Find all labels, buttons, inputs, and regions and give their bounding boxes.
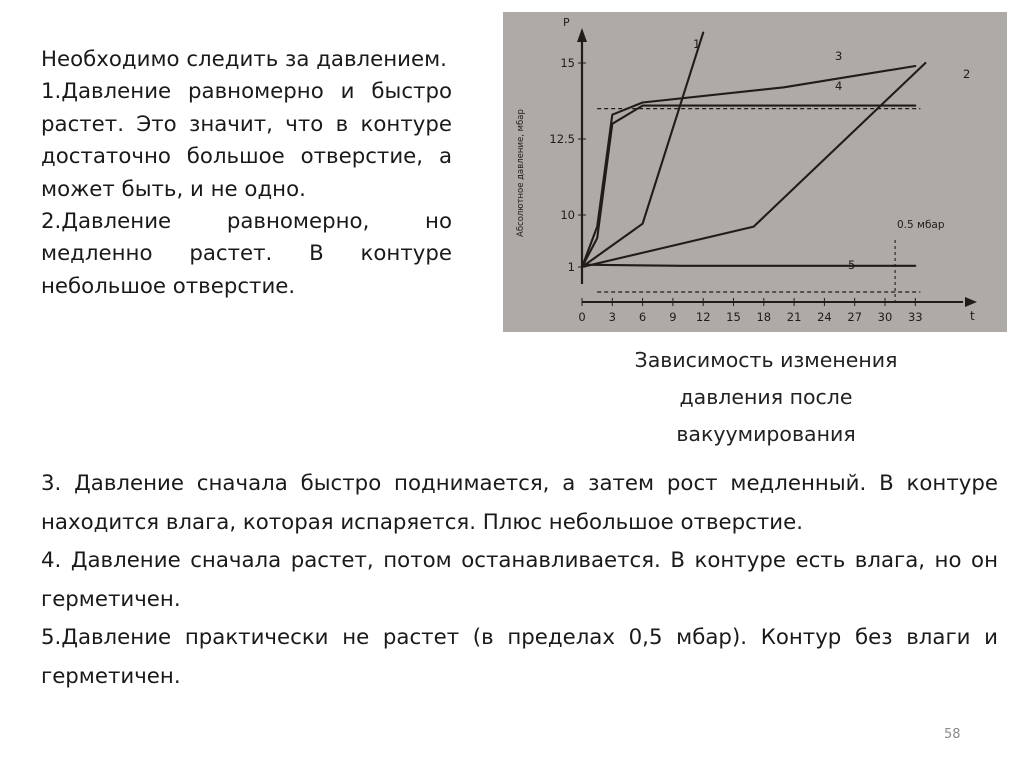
x-tick-label-6: 18 — [756, 310, 772, 324]
chart-layer — [549, 33, 970, 324]
caption-line-2: давления после — [679, 385, 853, 409]
pressure-graph — [503, 12, 1007, 332]
series-label-2: 2 — [963, 67, 971, 81]
series-line-4 — [582, 106, 915, 267]
y-axis-symbol: P — [563, 16, 570, 29]
series-line-5 — [582, 265, 915, 266]
x-tick-label-8: 24 — [817, 310, 832, 324]
point-5-paragraph: 5.Давление практически не растет (в пределах 0,5 мбар). Контур без влаги и герметичен. — [41, 625, 998, 689]
caption-line-1: Зависимость изменения — [634, 348, 898, 372]
x-axis-arrow — [965, 297, 977, 307]
x-tick-label-9: 27 — [847, 310, 863, 324]
point-3-paragraph: 3. Давление сначала быстро поднимается, а затем рост медленный. В контуре находится влага, которая испаряется. Плюс небольшое отверстие. — [41, 471, 998, 535]
x-tick-label-0: 0 — [578, 310, 586, 324]
left-text-block — [41, 44, 452, 303]
y-axis-arrow — [577, 28, 587, 42]
x-tick-label-5: 15 — [726, 310, 741, 324]
series-line-3 — [582, 66, 915, 267]
series-label-3: 3 — [835, 49, 843, 63]
x-tick-label-2: 6 — [638, 310, 647, 324]
point-1-paragraph: 1.Давление равномерно и быстро растет. Это значит, что в контуре достаточно большое отверстие, а может быть, и не одно. — [41, 79, 452, 202]
x-tick-label-4: 12 — [695, 310, 711, 324]
series-line-2 — [582, 63, 925, 267]
page-number: 58 — [944, 727, 961, 742]
half-mbar-annotation: 0.5 мбар — [897, 219, 945, 231]
y-tick-label-2: 10 — [560, 208, 575, 222]
bottom-text-block — [41, 465, 998, 696]
figure-caption — [600, 342, 932, 453]
y-tick-label-1: 12.5 — [549, 132, 575, 146]
x-tick-label-10: 30 — [877, 310, 893, 324]
series-label-5: 5 — [848, 258, 856, 272]
x-tick-label-1: 3 — [608, 310, 616, 324]
intro-paragraph: Необходимо следить за давлением. — [41, 47, 447, 72]
series-label-4: 4 — [835, 79, 843, 93]
y-tick-label-0: 15 — [560, 56, 575, 70]
x-tick-label-7: 21 — [786, 310, 802, 324]
x-tick-label-3: 9 — [669, 310, 677, 324]
x-axis-symbol: t — [970, 309, 975, 323]
pressure-graph-figure — [503, 12, 1007, 332]
y-axis-label: Абсолютное давление, мбар — [516, 109, 526, 237]
x-tick-label-11: 33 — [907, 310, 923, 324]
caption-line-3: вакуумирования — [676, 422, 856, 446]
y-tick-label-3: 1 — [567, 260, 575, 274]
point-4-paragraph: 4. Давление сначала растет, потом останавливается. В контуре есть влага, но он герметичен. — [41, 548, 998, 612]
series-label-1: 1 — [693, 37, 701, 51]
point-2-paragraph: 2.Давление равномерно, но медленно растет. В контуре небольшое отверстие. — [41, 209, 452, 299]
series-line-1 — [582, 33, 703, 267]
